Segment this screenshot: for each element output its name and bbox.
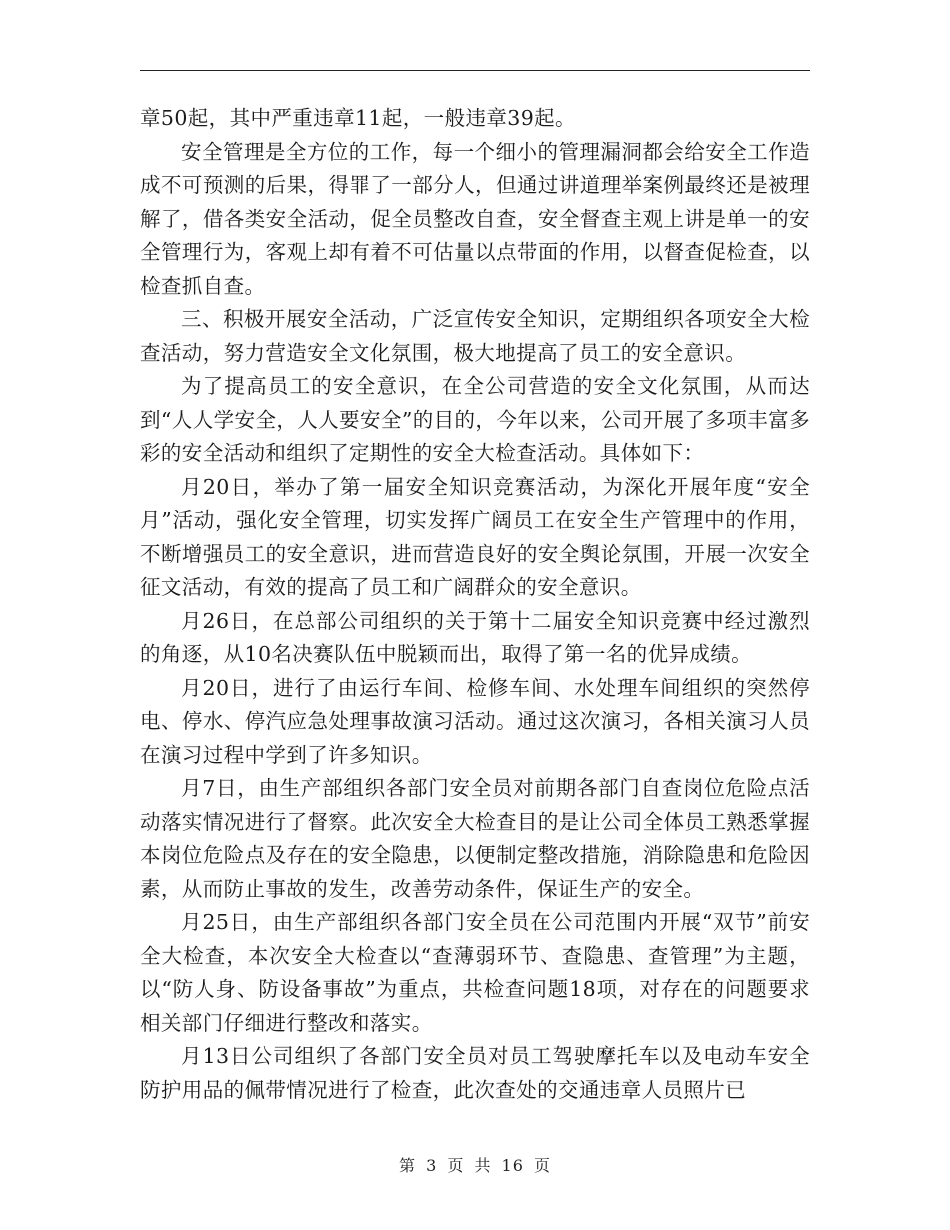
paragraph-10: 月13日公司组织了各部门安全员对员工驾驶摩托车以及电动车安全防护用品的佩带情况进行了检查，此次查处的交通违章人员照片已 [140, 1044, 810, 1102]
paragraph-4: 为了提高员工的安全意识，在全公司营造的安全文化氛围，从而达到“人人学安全，人人要安全”的目的，今年以来，公司开展了多项丰富多彩的安全活动和组织了定期性的安全大检查活动。具体如下： [140, 374, 810, 465]
paragraph-9: 月25日，由生产部组织各部门安全员在公司范围内开展“双节”前安全大检查，本次安全大检查以“查薄弱环节、查隐患、查管理”为主题，以“防人身、防设备事故”为重点，共检查问题18项，对存在的问题要求相关部门仔细进行整改和落实。 [140, 910, 810, 1035]
header-rule [140, 70, 810, 71]
paragraph-6: 月26日，在总部公司组织的关于第十二届安全知识竞赛中经过激烈的角逐，从10名决赛队伍中脱颖而出，取得了第一名的优异成绩。 [140, 608, 810, 666]
page-number-footer: 第 3 页 共 16 页 [399, 1156, 551, 1175]
paragraph-1: 章50起，其中严重违章11起，一般违章39起。 [140, 106, 576, 130]
paragraph-8: 月7日，由生产部组织各部门安全员对前期各部门自查岗位危险点活动落实情况进行了督察。此次安全大检查目的是让公司全体员工熟悉掌握本岗位危险点及存在的安全隐患，以便制定整改措施，消除隐患和危险因素，从而防止事故的发生，改善劳动条件，保证生产的安全。 [140, 776, 810, 901]
document-body [140, 102, 810, 1107]
paragraph-7: 月20日，进行了由运行车间、检修车间、水处理车间组织的突然停电、停水、停汽应急处理事故演习活动。通过这次演习，各相关演习人员在演习过程中学到了许多知识。 [140, 675, 810, 767]
paragraph-3-section-heading: 三、积极开展安全活动，广泛宣传安全知识，定期组织各项安全大检查活动，努力营造安全文化氛围，极大地提高了员工的安全意识。 [140, 307, 810, 365]
paragraph-5: 月20日，举办了第一届安全知识竞赛活动，为深化开展年度“安全月”活动，强化安全管理，切实发挥广阔员工在安全生产管理中的作用，不断增强员工的安全意识，进而营造良好的安全舆论氛围，开展一次安全征文活动，有效的提高了员工和广阔群众的安全意识。 [140, 474, 810, 599]
paragraph-2: 安全管理是全方位的工作，每一个细小的管理漏洞都会给安全工作造成不可预测的后果，得罪了一部分人，但通过讲道理举案例最终还是被理解了，借各类安全活动，促全员整改自查，安全督查主观上讲是单一的安全管理行为，客观上却有着不可估量以点带面的作用，以督查促检查，以检查抓自查。 [140, 139, 810, 298]
